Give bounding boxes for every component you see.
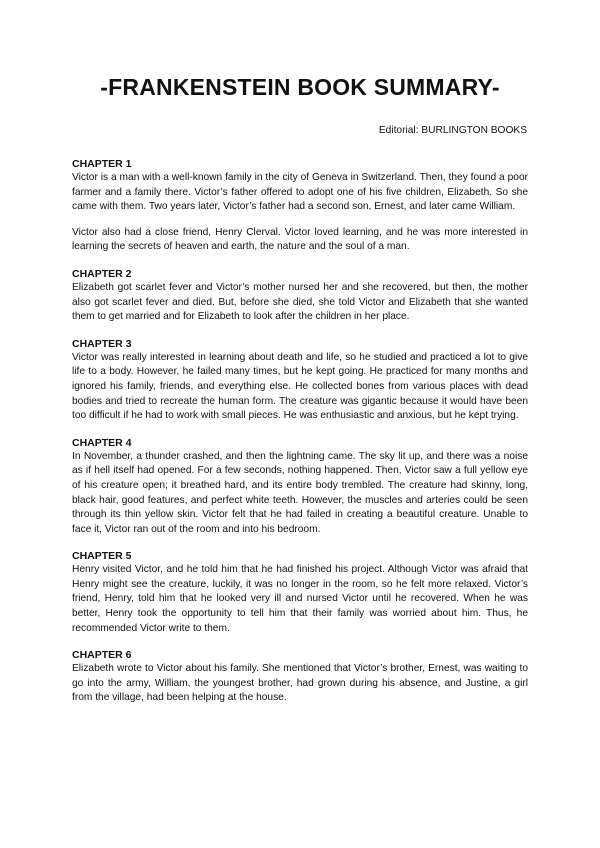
chapter-1: [72, 157, 528, 255]
chapter-heading: CHAPTER 4: [72, 436, 132, 449]
chapter-heading: CHAPTER 2: [72, 267, 132, 280]
chapter-paragraph: Elizabeth got scarlet fever and Victor’s mother nursed her and she recovered, but then, the mother also got scarlet fever and died. But, before she died, she told Victor and Elizabeth that she wanted them to get married and for Elizabeth to look after the children in her place.: [72, 281, 528, 323]
chapter-3: [72, 337, 528, 424]
document-title: -FRANKENSTEIN BOOK SUMMARY-: [100, 74, 500, 100]
chapter-heading: CHAPTER 1: [72, 158, 132, 170]
chapter-paragraph: Victor was really interested in learning about death and life, so he studied and practiced a lot to give life to a body. However, he failed many times, but he kept going. He practiced for many months and ignored his family, friends, and everything else. He collected bones from various places with dead bodies and tried to recreate the human form. The creature was gigantic because it would have been too difficult if he had to work with small pieces. He was enthusiastic and anxious, but he kept trying.: [72, 351, 528, 422]
editorial-line: Editorial: BURLINGTON BOOKS: [378, 125, 527, 136]
chapter-list: [72, 157, 528, 718]
chapter-paragraph: Victor also had a close friend, Henry Clerval. Victor loved learning, and he was more interested in learning the secrets of heaven and earth, the nature and the soul of a man.: [72, 226, 528, 253]
chapter-paragraph: Elizabeth wrote to Victor about his family. She mentioned that Victor’s brother, Ernest, was waiting to go into the army, William, the youngest brother, had grown during his absence, and Justine, a girl from the village, had been helping at the house.: [72, 663, 528, 704]
chapter-heading: CHAPTER 3: [72, 337, 132, 350]
chapter-6: [72, 648, 528, 706]
chapter-heading: CHAPTER 5: [72, 550, 132, 563]
chapter-paragraph: In November, a thunder crashed, and then the lightning came. The sky lit up, and there was a noise as if hell itself had opened. For a few seconds, nothing happened. Then, Victor saw a full yellow eye of his creature open; it breathed hard, and its entire body trembled. The creature had skinny, long, black hair, good features, and perfect white teeth. However, the muscles and arteries could be seen through its thin yellow skin. Victor felt that he had failed in creating a beautiful creature. Unable to face it, Victor ran out of the room and into his bedroom.: [72, 450, 528, 535]
chapter-paragraph: Victor is a man with a well-known family in the city of Geneva in Switzerland. Then, they found a poor farmer and a family there. Victor’s father offered to adopt one of his five children, Elizabeth. So she came with them. Two years later, Victor’s father had a second son, Ernest, and later came William.: [72, 172, 528, 213]
chapter-heading: CHAPTER 6: [72, 649, 132, 662]
chapter-4: [72, 436, 528, 538]
chapter-paragraph: Henry visited Victor, and he told him that he had finished his project. Although Victor was afraid that Henry might see the creature, luckily, it was no longer in the room, so he felt more relaxed. Victor’s friend, Henry, told him that he looked very ill and nursed Victor until he recovered. When he was better, Henry took the opportunity to tell him that their family was worried about him. Thus, he recommended Victor write to them.: [72, 564, 528, 634]
chapter-5: [72, 549, 528, 636]
chapter-2: [72, 267, 528, 325]
